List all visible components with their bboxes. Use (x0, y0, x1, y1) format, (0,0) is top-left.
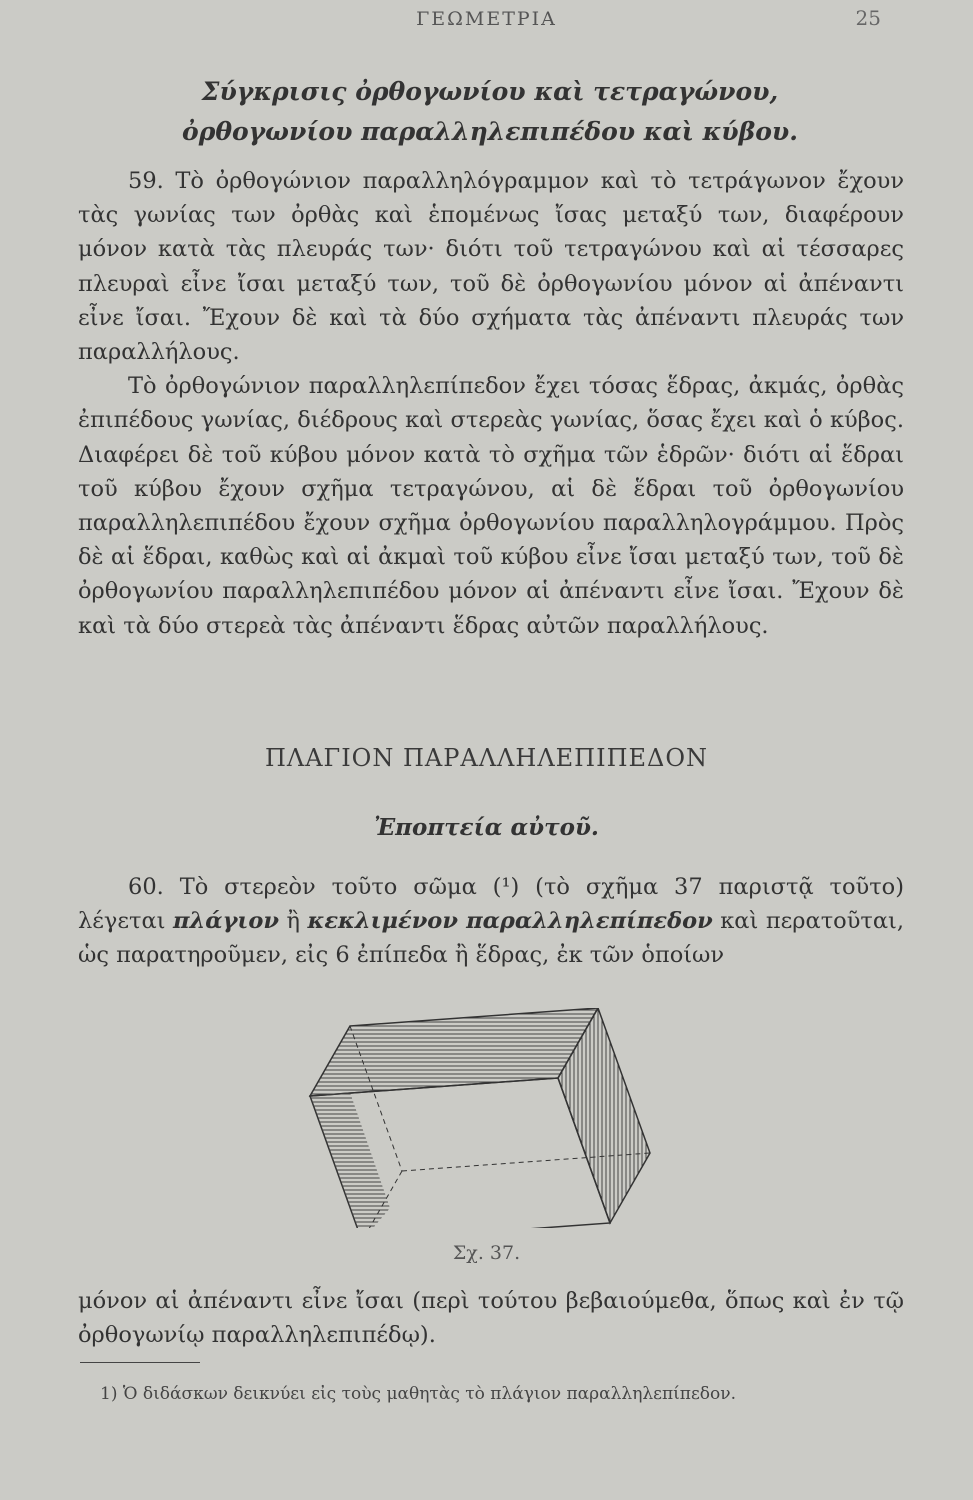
footnote-text: 1) Ὁ διδάσκων δεικνύει εἰς τοὺς μαθητὰς τὸ πλάγιον παραλληλεπίπεδον. (100, 1384, 736, 1404)
term-keklimenon: κεκλιμένον παραλληλεπίπεδον (307, 908, 713, 935)
left-shading (310, 1078, 390, 1228)
heading-line-1: Σύγκρισις ὀρθογωνίου καὶ τετραγώνου, (201, 77, 779, 106)
paragraph-60 (78, 870, 904, 973)
footnote (78, 1380, 904, 1408)
figure-caption: Σχ. 37. (452, 1242, 521, 1264)
footnote-rule (80, 1362, 200, 1363)
paragraph-59 (78, 164, 904, 643)
oblique-parallelepiped-figure (300, 1008, 730, 1228)
heading-line-2: ὀρθογωνίου παραλληλεπιπέδου καὶ κύβου. (182, 117, 798, 146)
top-face (310, 1008, 598, 1096)
section-subtitle: Ἐποπτεία αὐτοῦ. (374, 814, 599, 841)
paragraph-after-figure (78, 1284, 904, 1352)
paragraph-59-text-2: Τὸ ὀρθογώνιον παραλληλεπίπεδον ἔχει τόσας ἕδρας, ἀκμάς, ὀρθὰς ἐπιπέδους γωνίας, διέδρους καὶ στερεὰς γωνίας, ὅσας ἔχει καὶ ὁ κύβος. Διαφέρει δὲ τοῦ κύβου μόνον κατὰ τὸ σχῆμα τῶν ἑδρῶν· διότι αἱ ἕδραι τοῦ κύβου ἔχουν σχῆμα τετραγώνου, αἱ δὲ ἕδραι τοῦ ὀρθογωνίου παραλληλεπιπέδου ἔχουν σχῆμα ὀρθογωνίου παραλληλογράμμου. Πρὸς δὲ αἱ ἕδραι, καθὼς καὶ αἱ ἀκμαὶ τοῦ κύβου εἶνε ἴσαι μεταξύ των, τοῦ δὲ ὀρθογωνίου παραλληλεπιπέδου μόνον αἱ ἀπέναντι εἶνε ἴσαι. Ἔχουν δὲ καὶ τὰ δύο στερεὰ τὰς ἀπέναντι ἕδρας αὐτῶν παραλλήλους. (78, 373, 904, 639)
section-heading (60, 72, 920, 152)
paragraph-59-text: 59. Τὸ ὀρθογώνιον παραλληλόγραμμον καὶ τὸ τετράγωνον ἔχουν τὰς γωνίας των ὀρθὰς καὶ ἑπομένως ἴσας μεταξύ των, διαφέρουν μόνον κατὰ τὰς πλευράς των· διότι τοῦ τετραγώνου καὶ αἱ τέσσαρες πλευραὶ εἶνε ἴσαι μεταξύ των, τοῦ δὲ ὀρθογωνίου μόνον αἱ ἀπέναντι εἶνε ἴσαι. Ἔχουν δὲ καὶ τὰ δύο σχήματα τὰς ἀπέναντι πλευράς των παραλλήλους. (78, 168, 904, 366)
paragraph-60-text (78, 870, 904, 973)
running-head: ΓΕΩΜΕΤΡΙΑ (416, 8, 557, 30)
p60-part3: καὶ περατοῦται, ὡς παρατηροῦμεν, εἰς 6 ἐπίπεδα ἢ ἕδρας, ἐκ τῶν ὁποίων (78, 908, 904, 969)
p60-part2: ἢ (278, 908, 308, 935)
page-number: 25 (855, 6, 881, 30)
paragraph-after-text: μόνον αἱ ἀπέναντι εἶνε ἴσαι (περὶ τούτου βεβαιούμεθα, ὅπως καὶ ἐν τῷ ὀρθογωνίῳ παραλληλεπιπέδῳ). (78, 1288, 904, 1349)
p60-part1: 60. Τὸ στερεὸν τοῦτο σῶμα (¹) (τὸ σχῆμα 37 παριστᾷ τοῦτο) λέγεται (78, 874, 904, 935)
section-title: ΠΛΑΓΙΟΝ ΠΑΡΑΛΛΗΛΕΠΙΠΕΔΟΝ (264, 744, 709, 772)
term-plagion: πλάγιον (173, 908, 279, 935)
